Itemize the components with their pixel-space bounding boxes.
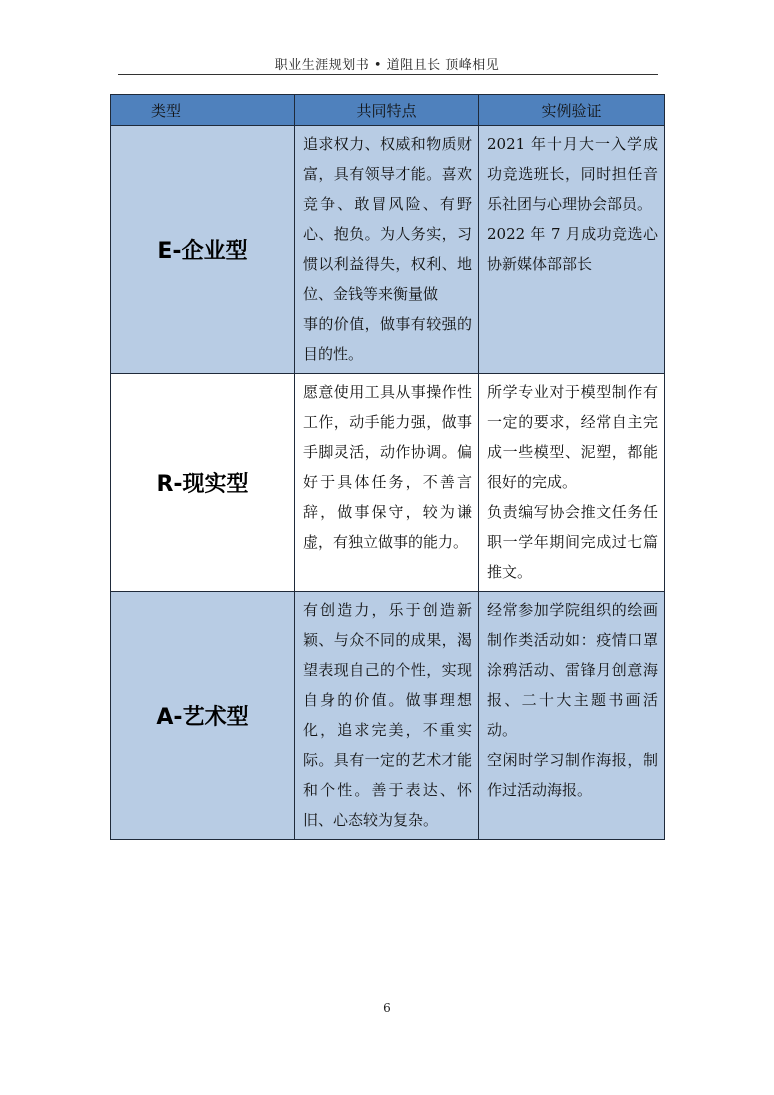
column-header-examples: 实例验证 xyxy=(479,95,665,126)
page-number: 6 xyxy=(383,1001,391,1015)
example-text: 空闲时学习制作海报，制作过活动海报。 xyxy=(487,751,658,799)
examples-cell xyxy=(479,592,665,840)
example-text: 所学专业对于模型制作有一定的要求，经常自主完成一些模型、泥塑，都能很好的完成。 xyxy=(487,383,658,491)
example-text: 负责编写协会推文任务任职一学年期间完成过七篇推文。 xyxy=(487,503,658,581)
example-text: 经常参加学院组织的绘画制作类活动如：疫情口罩涂鸦活动、雷锋月创意海报、二十大主题书画活动。 xyxy=(487,601,658,739)
example-text: 2021 年十月大一入学成功竞选班长，同时担任音乐社团与心理协会部员。 xyxy=(487,135,658,213)
type-cell: A-艺术型 xyxy=(111,592,295,840)
header-divider xyxy=(118,74,658,75)
example-text: 2022 年 7 月成功竞选心协新媒体部部长 xyxy=(487,225,658,273)
examples-cell xyxy=(479,374,665,592)
traits-text: 愿意使用工具从事操作性工作，动手能力强，做事手脚灵活，动作协调。偏好于具体任务，不善言辞，做事保守，较为谦虚，有独立做事的能力。 xyxy=(303,383,472,551)
table-row xyxy=(111,592,665,840)
personality-type-table xyxy=(110,94,665,840)
type-cell: E-企业型 xyxy=(111,126,295,374)
running-header: 职业生涯规划书 • 道阻且长 顶峰相见 xyxy=(274,58,500,73)
traits-text: 追求权力、权威和物质财富，具有领导才能。喜欢竞争、敢冒风险、有野心、抱负。为人务实，习惯以利益得失，权利、地位、金钱等来衡量做 xyxy=(303,135,472,303)
traits-cell xyxy=(295,592,479,840)
column-header-type: 类型 xyxy=(111,95,295,126)
table-row xyxy=(111,126,665,374)
table-row xyxy=(111,374,665,592)
column-header-traits: 共同特点 xyxy=(295,95,479,126)
type-cell: R-现实型 xyxy=(111,374,295,592)
traits-cell xyxy=(295,126,479,374)
examples-cell xyxy=(479,126,665,374)
table-header-row xyxy=(111,95,665,126)
traits-cell xyxy=(295,374,479,592)
traits-text: 事的价值，做事有较强的目的性。 xyxy=(303,315,472,363)
traits-text: 有创造力，乐于创造新颖、与众不同的成果，渴望表现自己的个性，实现自身的价值。做事理想化，追求完美，不重实际。具有一定的艺术才能和个性。善于表达、怀旧、心态较为复杂。 xyxy=(303,601,472,829)
